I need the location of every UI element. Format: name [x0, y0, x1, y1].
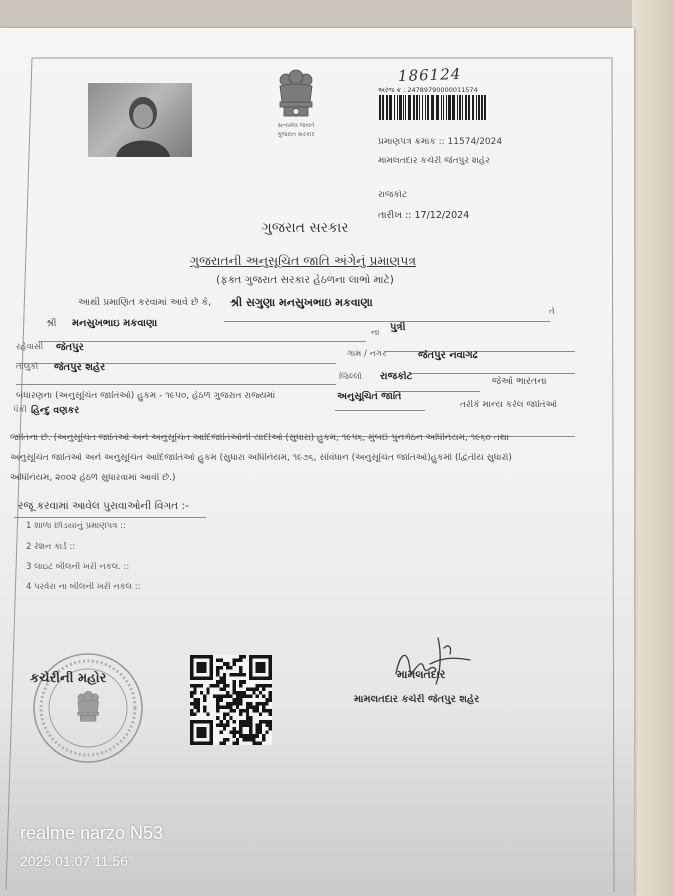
father-name: મનસુખભાઇ મકવાણા: [72, 318, 158, 329]
government-title: ગુજરાત સરકાર: [261, 220, 349, 236]
barcode-bars: [379, 95, 486, 120]
applicant-photo: [88, 83, 192, 157]
intro-text: આથી પ્રમાણિત કરવામાં આવે છે કે,: [78, 297, 212, 308]
applicant-name-underline: [224, 321, 550, 322]
signatory-title: મામલતદાર: [397, 668, 446, 681]
emblem-motto: સત્યમેવ જયતે: [277, 122, 315, 129]
resident-value: જેતપુર: [56, 342, 84, 353]
shri-label: શ્રી: [46, 318, 57, 329]
village-underline: [410, 373, 575, 374]
issue-date: તારીખ :: 17/12/2024: [378, 210, 470, 221]
te-text: તે: [549, 307, 555, 317]
emblem-caption: ગુજરાત સરકાર: [277, 131, 315, 138]
among-text: પૈકી: [13, 405, 27, 415]
village-value: જેતપુર નવાગઢ: [418, 350, 478, 361]
handwritten-number: 186124: [397, 64, 462, 86]
camera-watermark-timestamp: 2025.01.07 11:56: [20, 853, 128, 869]
evidence-item: 1 શાળા છોડયાનું પ્રમાણપત્ર ::: [26, 521, 126, 531]
signatory-office: મામલતદાર કચેરી જેતપુર શહેર: [354, 694, 480, 705]
evidence-item: 4 પરવેરા ના બીલની ખરી નકલ ::: [26, 582, 141, 592]
taluka-label: તાલુકો: [16, 362, 39, 372]
taluka-value: જેતપુર શહેર: [54, 362, 106, 373]
recognized-text: તરીકે માન્ય કરેલ જાતિઓ: [460, 400, 557, 410]
evidence-item: 3 લાઇટ બીલની ખરી નકલ. ::: [26, 562, 130, 572]
certificate-heading: ગુજરાતની અનુસૂચિત જાતિ અંગેનું પ્રમાણપત્ર: [189, 253, 417, 268]
certificate-subheading: (ફક્ત ગુજરાત સરકાર હેઠળના લાભો માટે): [216, 274, 394, 286]
table-surface: [632, 0, 674, 896]
legal-paragraph-line: અનુસૂચિત જાતિઓ અને અનુસૂચિત આદિજાતિઓ હુકમ (સુધારા અધિનિયમ, ૧૯૭૬, સંવિધાન (અનુસૂચિત જાતિઓ)હુકમો (દ્વિતીય સુધારો): [10, 453, 512, 463]
category-underline: [335, 410, 425, 411]
evidence-heading-underline: [14, 517, 206, 518]
camera-watermark-device: realme narzo N53: [20, 823, 164, 843]
category-value: અનુસૂચિત જાતિ: [337, 391, 402, 402]
relation-underline: [385, 351, 575, 352]
na-text: ના: [371, 328, 380, 338]
village-label: ગામ / નગર: [347, 349, 387, 359]
evidence-heading: રજૂ કરવામાં આવેલ પુરાવાઓની વિગત :-: [18, 500, 189, 512]
applicant-name: શ્રી સગુણા મનસુખભાઇ મકવાણા: [230, 296, 373, 309]
caste-value: હિન્દુ વણકર: [31, 405, 80, 416]
order-text: બંધારણના (અનુસૂચિત જાતિઓ) હુકમ - ૧૯૫૦, હેઠળ ગુજરાત રાજ્યમાં: [16, 391, 276, 401]
office-seal-label: કચેરીની મહોર: [30, 671, 107, 686]
taluka-underline: [16, 384, 336, 385]
issuing-district: રાજકોટ: [378, 190, 408, 200]
barcode: [378, 95, 488, 120]
evidence-item: 2 રેશન કાર્ડ ::: [26, 542, 76, 552]
applicant-silhouette: [88, 83, 192, 157]
resident-label: રહેવાસી: [16, 342, 44, 352]
office-seal-stamp: [30, 650, 146, 766]
india-text: જેઓ ભારતના: [492, 376, 547, 387]
district-value: રાજકોટ: [380, 371, 413, 382]
legal-paragraph-line: અધિનિયમ, ૨૦૦૨ હેઠળ સુધારવામાં આવી છે.): [10, 473, 176, 483]
issuing-office: મામલતદાર કચેરી જેતપુર શહેર: [378, 156, 490, 166]
relation-value: પુત્રી: [390, 322, 406, 333]
legal-paragraph-line: જાતિના છે. (અનુસૂચિત જાતિઓ અને અનુસૂચિત આદિજાતિઓની યાદીઓ (સુધારા) હુકમ, ૧૯૫૬, મુંબઈ પુનર્ગઠન અધિનિયમ, ૧૯૬૦ તથા: [10, 433, 509, 443]
district-label: જિલ્લો: [339, 372, 362, 382]
national-emblem-icon: [268, 68, 324, 124]
certificate-number: પ્રમાણપત્ર ક્રમાંક :: 11574/2024: [378, 137, 503, 147]
qr-code: [190, 655, 272, 745]
barcode-label: અરજ ક્ર : 24789790000011574: [378, 86, 478, 94]
father-name-underline: [38, 341, 366, 342]
